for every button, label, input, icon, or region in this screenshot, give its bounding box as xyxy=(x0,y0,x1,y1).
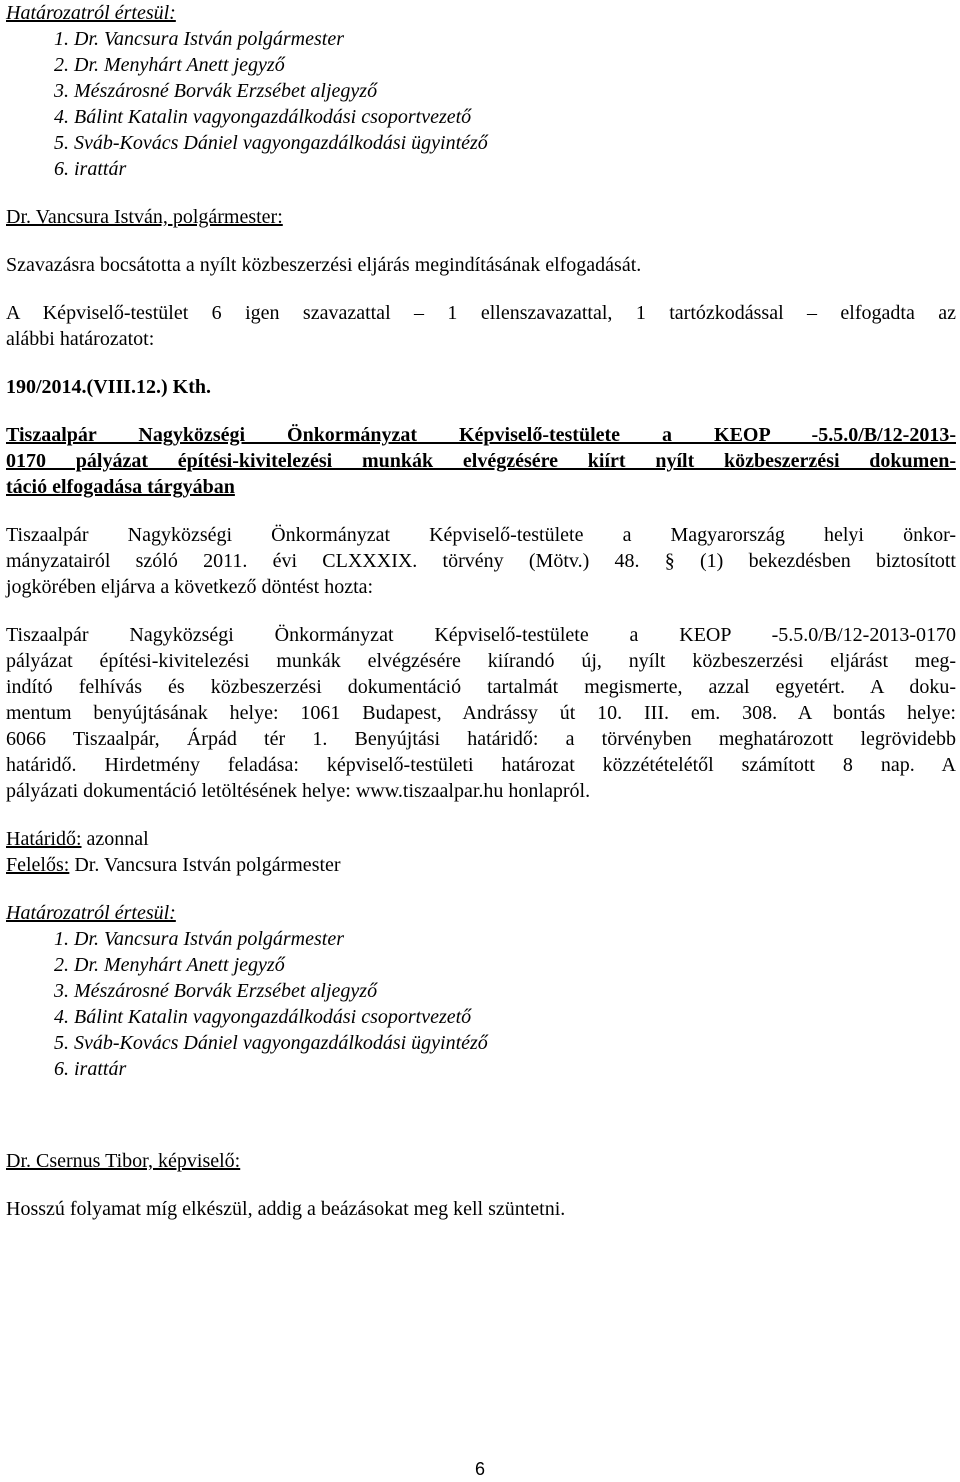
paragraph-line: mányzatairól szóló 2011. évi CLXXXIX. törvény (Mötv.) 48. § (1) bekezdésben biztosított xyxy=(6,550,956,572)
deadline-label: Határidő: xyxy=(6,828,82,850)
paragraph-line: Tiszaalpár Nagyközségi Önkormányzat Képviselő-testülete a Magyarország helyi önkor- xyxy=(6,524,956,546)
vote-result-line: alábbi határozatot: xyxy=(6,328,155,350)
list-item: 6. irattár xyxy=(54,158,127,180)
paragraph-line: indító felhívás és közbeszerzési dokumentáció tartalmát megismerte, azzal egyetért. A doku- xyxy=(6,676,956,698)
paragraph-line: Tiszaalpár Nagyközségi Önkormányzat Képviselő-testülete a KEOP -5.5.0/B/12-2013-0170 xyxy=(6,624,956,646)
list-item: 3. Mészárosné Borvák Erzsébet aljegyző xyxy=(54,80,378,102)
speaker-heading: Dr. Csernus Tibor, képviselő: xyxy=(6,1150,241,1172)
page-number: 6 xyxy=(474,1459,485,1479)
list-item: 3. Mészárosné Borvák Erzsébet aljegyző xyxy=(54,980,378,1002)
deadline xyxy=(6,826,956,852)
resolution-number: 190/2014.(VIII.12.) Kth. xyxy=(6,376,212,398)
resolution-title-line: Tiszaalpár Nagyközségi Önkormányzat Képviselő-testülete a KEOP -5.5.0/B/12-2013- xyxy=(6,424,956,446)
list-item: 4. Bálint Katalin vagyongazdálkodási csoportvezető xyxy=(54,1006,472,1028)
recipient-list xyxy=(6,26,956,182)
notification-heading: Határozatról értesül: xyxy=(6,2,176,24)
list-item: 6. irattár xyxy=(54,1058,127,1080)
list-item: 5. Sváb-Kovács Dániel vagyongazdálkodási ügyintéző xyxy=(54,1032,488,1054)
document-page xyxy=(6,0,956,1222)
paragraph-line: pályázati dokumentáció letöltésének helye: www.tiszaalpar.hu honlapról. xyxy=(6,780,591,802)
vote-proposal: Szavazásra bocsátotta a nyílt közbeszerzési eljárás megindításának elfogadását. xyxy=(6,254,642,276)
vote-result-line: A Képviselő-testület 6 igen szavazattal – 1 ellenszavazattal, 1 tartózkodással – elfogadta az xyxy=(6,302,956,324)
speaker-heading: Dr. Vancsura István, polgármester: xyxy=(6,206,283,228)
notification-heading: Határozatról értesül: xyxy=(6,902,176,924)
list-item: 1. Dr. Vancsura István polgármester xyxy=(54,928,344,950)
paragraph-line: jogkörében eljárva a következő döntést hozta: xyxy=(6,576,374,598)
paragraph-line: határidő. Hirdetmény feladása: képviselő-testületi határozat közzétételétől számított 8 nap. A xyxy=(6,754,956,776)
responsible xyxy=(6,852,956,878)
responsible-label: Felelős: xyxy=(6,854,70,876)
closing-statement: Hosszú folyamat míg elkészül, addig a beázásokat meg kell szüntetni. xyxy=(6,1198,566,1220)
paragraph-line: 6066 Tiszaalpár, Árpád tér 1. Benyújtási határidő: a törvényben meghatározott legrövidebb xyxy=(6,728,956,750)
list-item: 2. Dr. Menyhárt Anett jegyző xyxy=(54,54,285,76)
responsible-value: Dr. Vancsura István polgármester xyxy=(69,854,341,876)
paragraph-line: pályázat építési-kivitelezési munkák elvégzésére kiírandó új, nyílt közbeszerzési eljárást meg- xyxy=(6,650,956,672)
resolution-title-line: táció elfogadása tárgyában xyxy=(6,476,235,498)
list-item: 4. Bálint Katalin vagyongazdálkodási csoportvezető xyxy=(54,106,472,128)
recipient-list xyxy=(6,926,956,1082)
resolution-title-line: 0170 pályázat építési-kivitelezési munkák elvégzésére kiírt nyílt közbeszerzési dokumen- xyxy=(6,450,956,472)
paragraph-line: mentum benyújtásának helye: 1061 Budapest, Andrássy út 10. III. em. 308. A bontás helye: xyxy=(6,702,956,724)
list-item: 5. Sváb-Kovács Dániel vagyongazdálkodási ügyintéző xyxy=(54,132,488,154)
list-item: 1. Dr. Vancsura István polgármester xyxy=(54,28,344,50)
list-item: 2. Dr. Menyhárt Anett jegyző xyxy=(54,954,285,976)
deadline-value: azonnal xyxy=(81,828,149,850)
